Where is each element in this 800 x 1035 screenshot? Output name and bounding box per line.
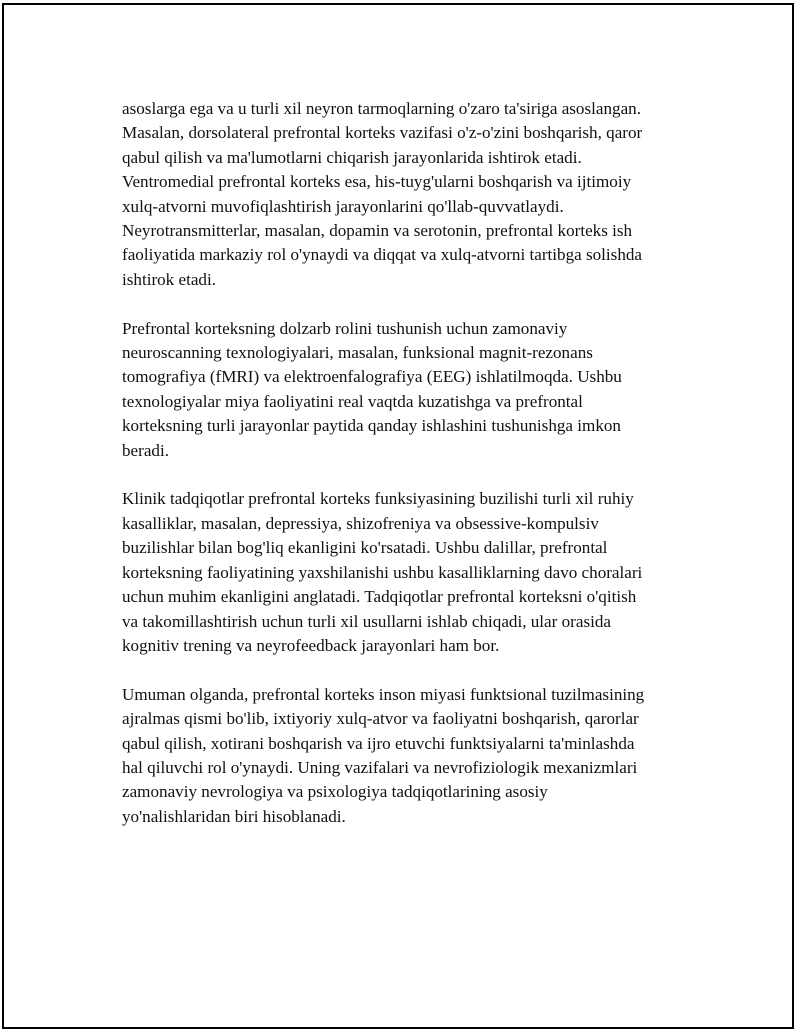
text-line: buzilishlar bilan bog'liq ekanligini ko'rsatadi. Ushbu dalillar, prefrontal: [122, 538, 608, 558]
text-line: ajralmas qismi bo'lib, ixtiyoriy xulq-atvor va faoliyatni boshqarish, qarorlar: [122, 709, 639, 729]
text-line: beradi.: [122, 440, 169, 460]
paragraph-1: [122, 97, 692, 292]
text-line: neuroscanning texnologiyalari, masalan, funksional magnit-rezonans: [122, 343, 593, 363]
text-line: tomografiya (fMRI) va elektroenfalografiya (EEG) ishlatilmoqda. Ushbu: [122, 367, 622, 387]
text-line: texnologiyalar miya faoliyatini real vaqtda kuzatishga va prefrontal: [122, 391, 583, 411]
text-line: uchun muhim ekanligini anglatadi. Tadqiqotlar prefrontal korteksni o'qitish: [122, 587, 637, 607]
text-line: korteksning turli jarayonlar paytida qanday ishlashini tushunishga imkon: [122, 416, 621, 436]
text-line: kognitiv trening va neyrofeedback jarayonlari ham bor.: [122, 635, 500, 655]
text-line: qabul qilish, xotirani boshqarish va ijro etuvchi funktsiyalarni ta'minlashda: [122, 733, 635, 753]
text-line: hal qiluvchi rol o'ynaydi. Uning vazifalari va nevrofiziologik mexanizmlari: [122, 757, 638, 777]
page-frame: [2, 3, 794, 1029]
text-line: yo'nalishlaridan biri hisoblanadi.: [122, 806, 346, 826]
text-line: korteksning faoliyatining yaxshilanishi ushbu kasalliklarning davo choralari: [122, 562, 643, 582]
text-line: asoslarga ega va u turli xil neyron tarmoqlarning o'zaro ta'siriga asoslangan.: [122, 99, 641, 118]
text-line: Ventromedial prefrontal korteks esa, his-tuyg'ularni boshqarish va ijtimoiy: [122, 172, 632, 192]
text-line: Umuman olganda, prefrontal korteks inson miyasi funktsional tuzilmasining: [122, 684, 645, 704]
paragraph-3: [122, 487, 692, 658]
text-line: qabul qilish va ma'lumotlarni chiqarish jarayonlarida ishtirok etadi.: [122, 147, 582, 167]
text-line: Prefrontal korteksning dolzarb rolini tushunish uchun zamonaviy: [122, 318, 568, 338]
document-body: [122, 97, 692, 854]
text-line: xulq-atvorni muvofiqlashtirish jarayonlarini qo'llab-quvvatlaydi.: [122, 196, 564, 216]
paragraph-2: [122, 317, 692, 463]
text-line: kasalliklar, masalan, depressiya, shizofreniya va obsessive-kompulsiv: [122, 513, 599, 533]
text-line: Klinik tadqiqotlar prefrontal korteks funksiyasining buzilishi turli xil ruhiy: [122, 489, 634, 509]
text-line: faoliyatida markaziy rol o'ynaydi va diqqat va xulq-atvorni tartibga solishda: [122, 245, 643, 265]
text-line: va takomillashtirish uchun turli xil usullarni ishlab chiqadi, ular orasida: [122, 611, 611, 631]
text-line: zamonaviy nevrologiya va psixologiya tadqiqotlarining asosiy: [122, 782, 548, 802]
text-line: Masalan, dorsolateral prefrontal korteks vazifasi o'z-o'zini boshqarish, qaror: [122, 123, 643, 143]
text-line: Neyrotransmitterlar, masalan, dopamin va serotonin, prefrontal korteks ish: [122, 221, 633, 241]
paragraph-4: [122, 683, 692, 829]
text-line: ishtirok etadi.: [122, 269, 216, 289]
